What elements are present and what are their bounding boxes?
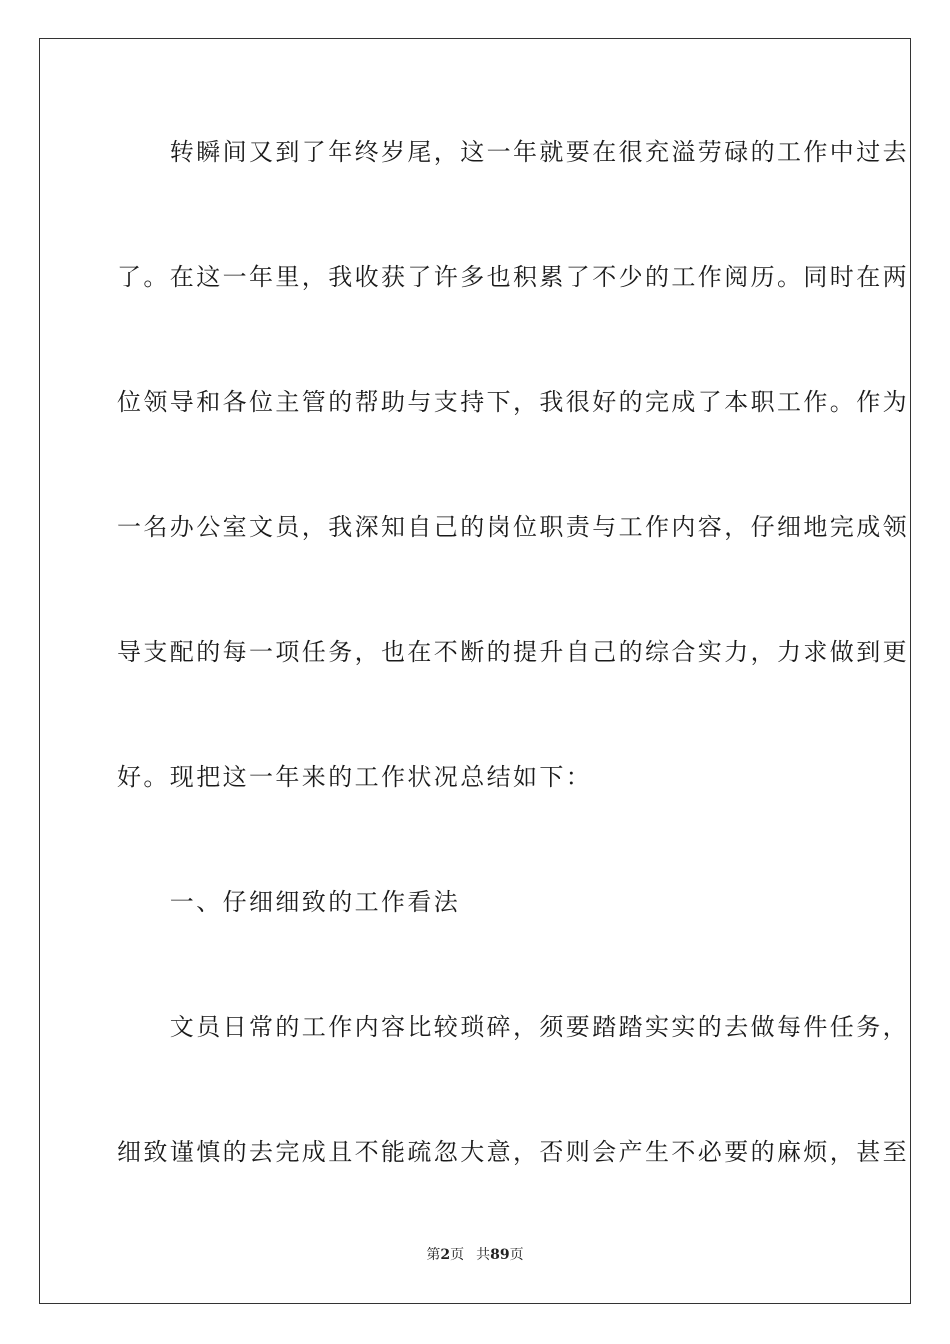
text-line: 导支配的每一项任务，也在不断的提升自己的综合实力，力求做到更	[117, 638, 909, 666]
text-line: 位领导和各位主管的帮助与支持下，我很好的完成了本职工作。作为	[117, 388, 909, 416]
page-suffix: 页	[450, 1247, 465, 1263]
text-line: 好。现把这一年来的工作状况总结如下：	[117, 763, 593, 791]
total-suffix: 页	[509, 1247, 524, 1263]
text-line: 转瞬间又到了年终岁尾，这一年就要在很充溢劳碌的工作中过去	[117, 138, 909, 166]
text-line: 文员日常的工作内容比较琐碎，须要踏踏实实的去做每件任务，	[117, 1013, 909, 1041]
section-heading: 一、仔细细致的工作看法	[117, 888, 461, 916]
page-footer	[0, 1246, 950, 1264]
text-line: 一名办公室文员，我深知自己的岗位职责与工作内容，仔细地完成领	[117, 513, 909, 541]
text-line: 细致谨慎的去完成且不能疏忽大意，否则会产生不必要的麻烦，甚至	[117, 1138, 909, 1166]
page-number: 2	[440, 1247, 451, 1263]
text-line: 了。在这一年里，我收获了许多也积累了不少的工作阅历。同时在两	[117, 263, 909, 291]
total-pages: 89	[490, 1247, 510, 1263]
page-prefix: 第	[426, 1247, 441, 1263]
total-prefix: 共	[476, 1247, 491, 1263]
page-border	[39, 38, 911, 1304]
